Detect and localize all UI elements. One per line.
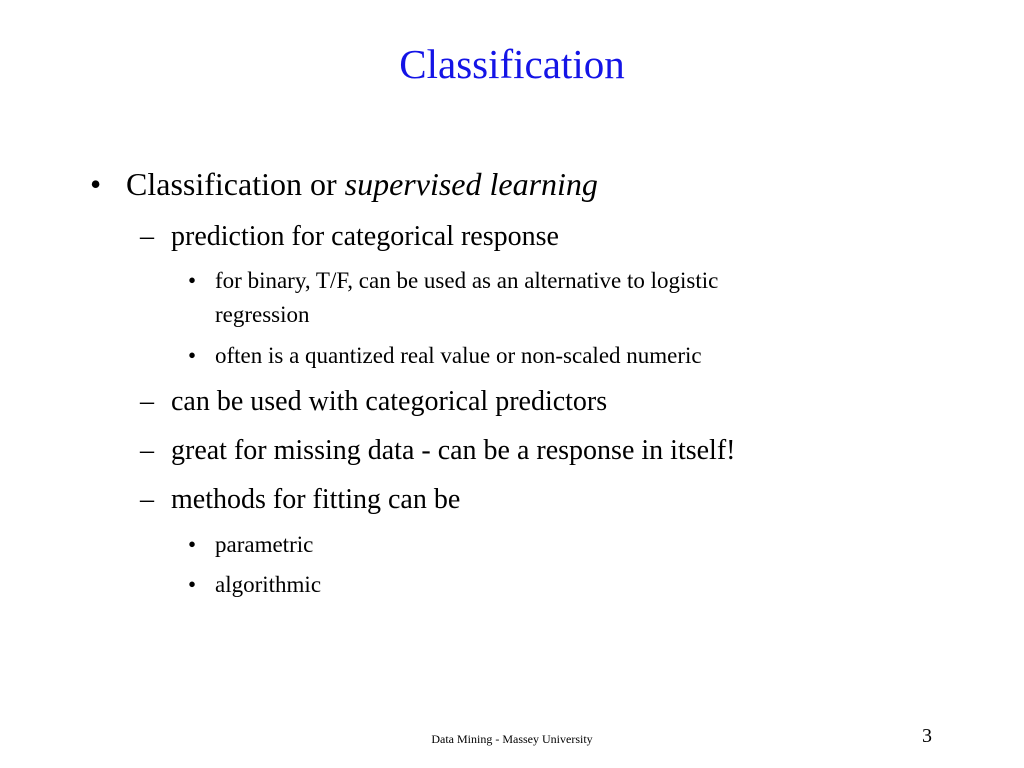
subbullet-text: methods for fitting can be — [171, 484, 461, 515]
dash-icon: – — [140, 386, 154, 417]
bullet-dot-icon: • — [188, 532, 197, 557]
slide-footer: Data Mining - Massey University — [431, 732, 593, 746]
bullet-dot-icon: • — [188, 268, 197, 293]
dash-icon: – — [140, 435, 154, 466]
subsubbullet-binary-continuation — [215, 300, 310, 330]
bullet-italic-text: supervised learning — [344, 166, 598, 202]
slide-title: Classification — [399, 41, 625, 87]
subbullet-text: prediction for categorical response — [171, 221, 559, 252]
dash-icon: – — [140, 221, 154, 252]
subbullet-text: great for missing data - can be a response in itself! — [171, 435, 736, 466]
bullet-text: Classification or — [126, 166, 345, 202]
subsubbullet-text: regression — [215, 302, 310, 327]
bullet-dot-icon: • — [188, 572, 197, 597]
subsubbullet-text: algorithmic — [215, 572, 322, 597]
bullet-dot-icon: • — [188, 343, 197, 368]
subsubbullet-text: often is a quantized real value or non-scaled numeric — [215, 343, 702, 368]
subbullet-text: can be used with categorical predictors — [171, 386, 608, 417]
subsubbullet-text: for binary, T/F, can be used as an alternative to logistic — [215, 268, 719, 293]
subsubbullet-text: parametric — [215, 532, 314, 557]
bullet-dot-icon: • — [90, 166, 102, 202]
page-number: 3 — [922, 725, 932, 747]
dash-icon: – — [140, 484, 154, 515]
